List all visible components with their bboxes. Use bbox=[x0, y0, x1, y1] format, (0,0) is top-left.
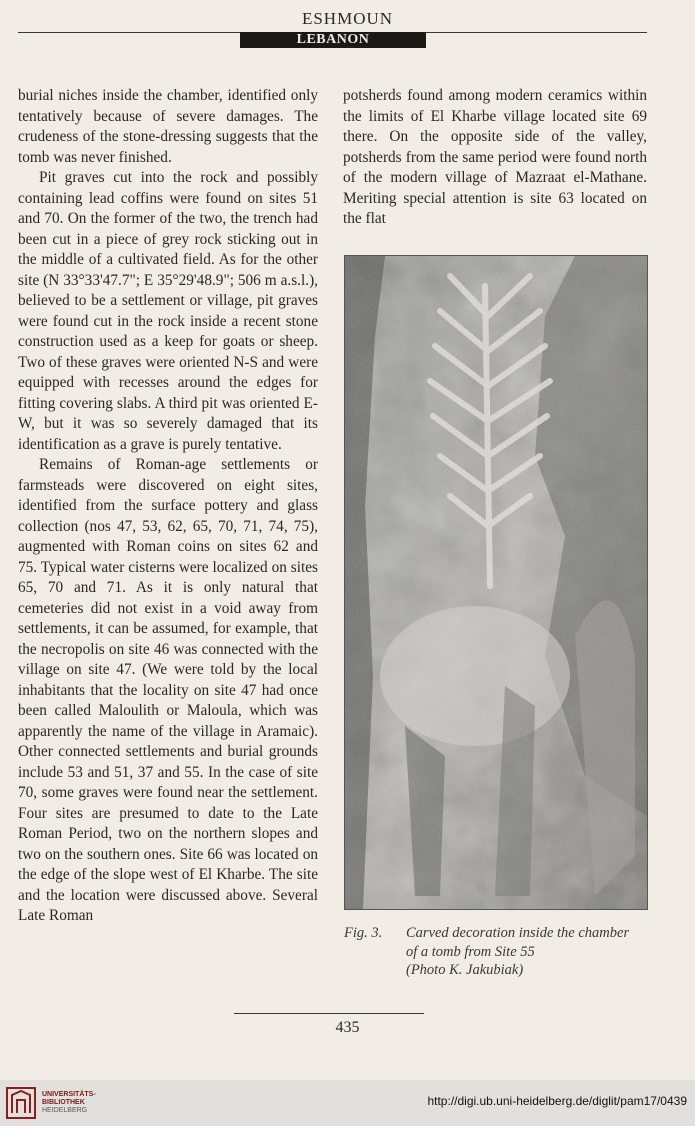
library-logo-text bbox=[42, 1091, 96, 1115]
logo-line: HEIDELBERG bbox=[42, 1107, 88, 1114]
page-number: 435 bbox=[335, 1019, 360, 1036]
section-tab: LEBANON bbox=[240, 32, 426, 48]
right-text-column bbox=[343, 86, 647, 230]
caption-line: Carved decoration inside the chamber bbox=[406, 925, 630, 941]
figure-photo bbox=[344, 255, 648, 910]
caption-line: of a tomb from Site 55 bbox=[406, 943, 535, 960]
figure-number: Fig. 3. bbox=[344, 925, 383, 941]
library-logo-icon bbox=[6, 1087, 36, 1119]
left-text-column bbox=[18, 86, 318, 927]
paragraph: potsherds found among modern ceramics within the limits of El Kharbe village located site 69 there. On the opposite side of the valley, potsherds from the same period were found north of the modern village of Mazraat el-Mathane. Meriting special attention is site 63 located on the flat bbox=[343, 87, 647, 227]
bottom-rule bbox=[234, 1013, 424, 1014]
paragraph: burial niches inside the chamber, identified only tentatively because of severe damages. The crudeness of the stone-dressing suggests that the tomb was never finished. bbox=[18, 87, 318, 166]
running-title: ESHMOUN bbox=[301, 9, 394, 28]
footer-bar bbox=[0, 1080, 695, 1126]
paragraph: Remains of Roman-age settlements or farmsteads were discovered on eight sites, identified from the surface pottery and glass collection (nos 47, 53, 62, 65, 70, 71, 74, 75), augmented with Roman coins on sites 62 and 75. Typical water cisterns were localized on sites 65, 70 and 71. As it is only natural that cemeteries did not exist in a void away from settlements, it can be assumed, for example, that the necropolis on site 46 was connected with the village on site 47. (We were told by the local inhabitants that the locality on site 47 had once been called Maloulith or Maloula, which was apparently the name of the village in Aramaic). Other connected settlements and burial grounds include 53 and 51, 37 and 55. In the case of site 70, some graves were found near the settlement. Four sites are presumed to date to the Late Roman Period, two on the northern slopes and two on the southern ones. Site 66 was located on the edge of the slope west of El Kharbe. The site and the location were discussed above. Several Late Roman bbox=[18, 456, 318, 924]
logo-line: UNIVERSITÄTS- bbox=[42, 1091, 96, 1098]
source-url-link[interactable]: http://digi.ub.uni-heidelberg.de/diglit/pam17/0439 bbox=[427, 1094, 687, 1108]
logo-line: BIBLIOTHEK bbox=[42, 1099, 85, 1106]
caption-line: (Photo K. Jakubiak) bbox=[406, 962, 524, 978]
paragraph: Pit graves cut into the rock and possibly containing lead coffins were found on sites 51 and 70. On the former of the two, the trench had been cut in a piece of grey rock sticking out in the middle of a cultivated field. As for the other site (N 33°33'47.7"; E 35°29'48.9"; 506 m a.s.l.), believed to be a settlement or village, pit graves were found cut in the rock inside a recent stone construction used as a keep for goats or sheep. Two of these graves were oriented N-S and were equipped with recesses around the edges for fitting covering slabs. A third pit was oriented E-W, but it was so severely damaged that its identification as a grave is purely tentative. bbox=[18, 169, 318, 453]
